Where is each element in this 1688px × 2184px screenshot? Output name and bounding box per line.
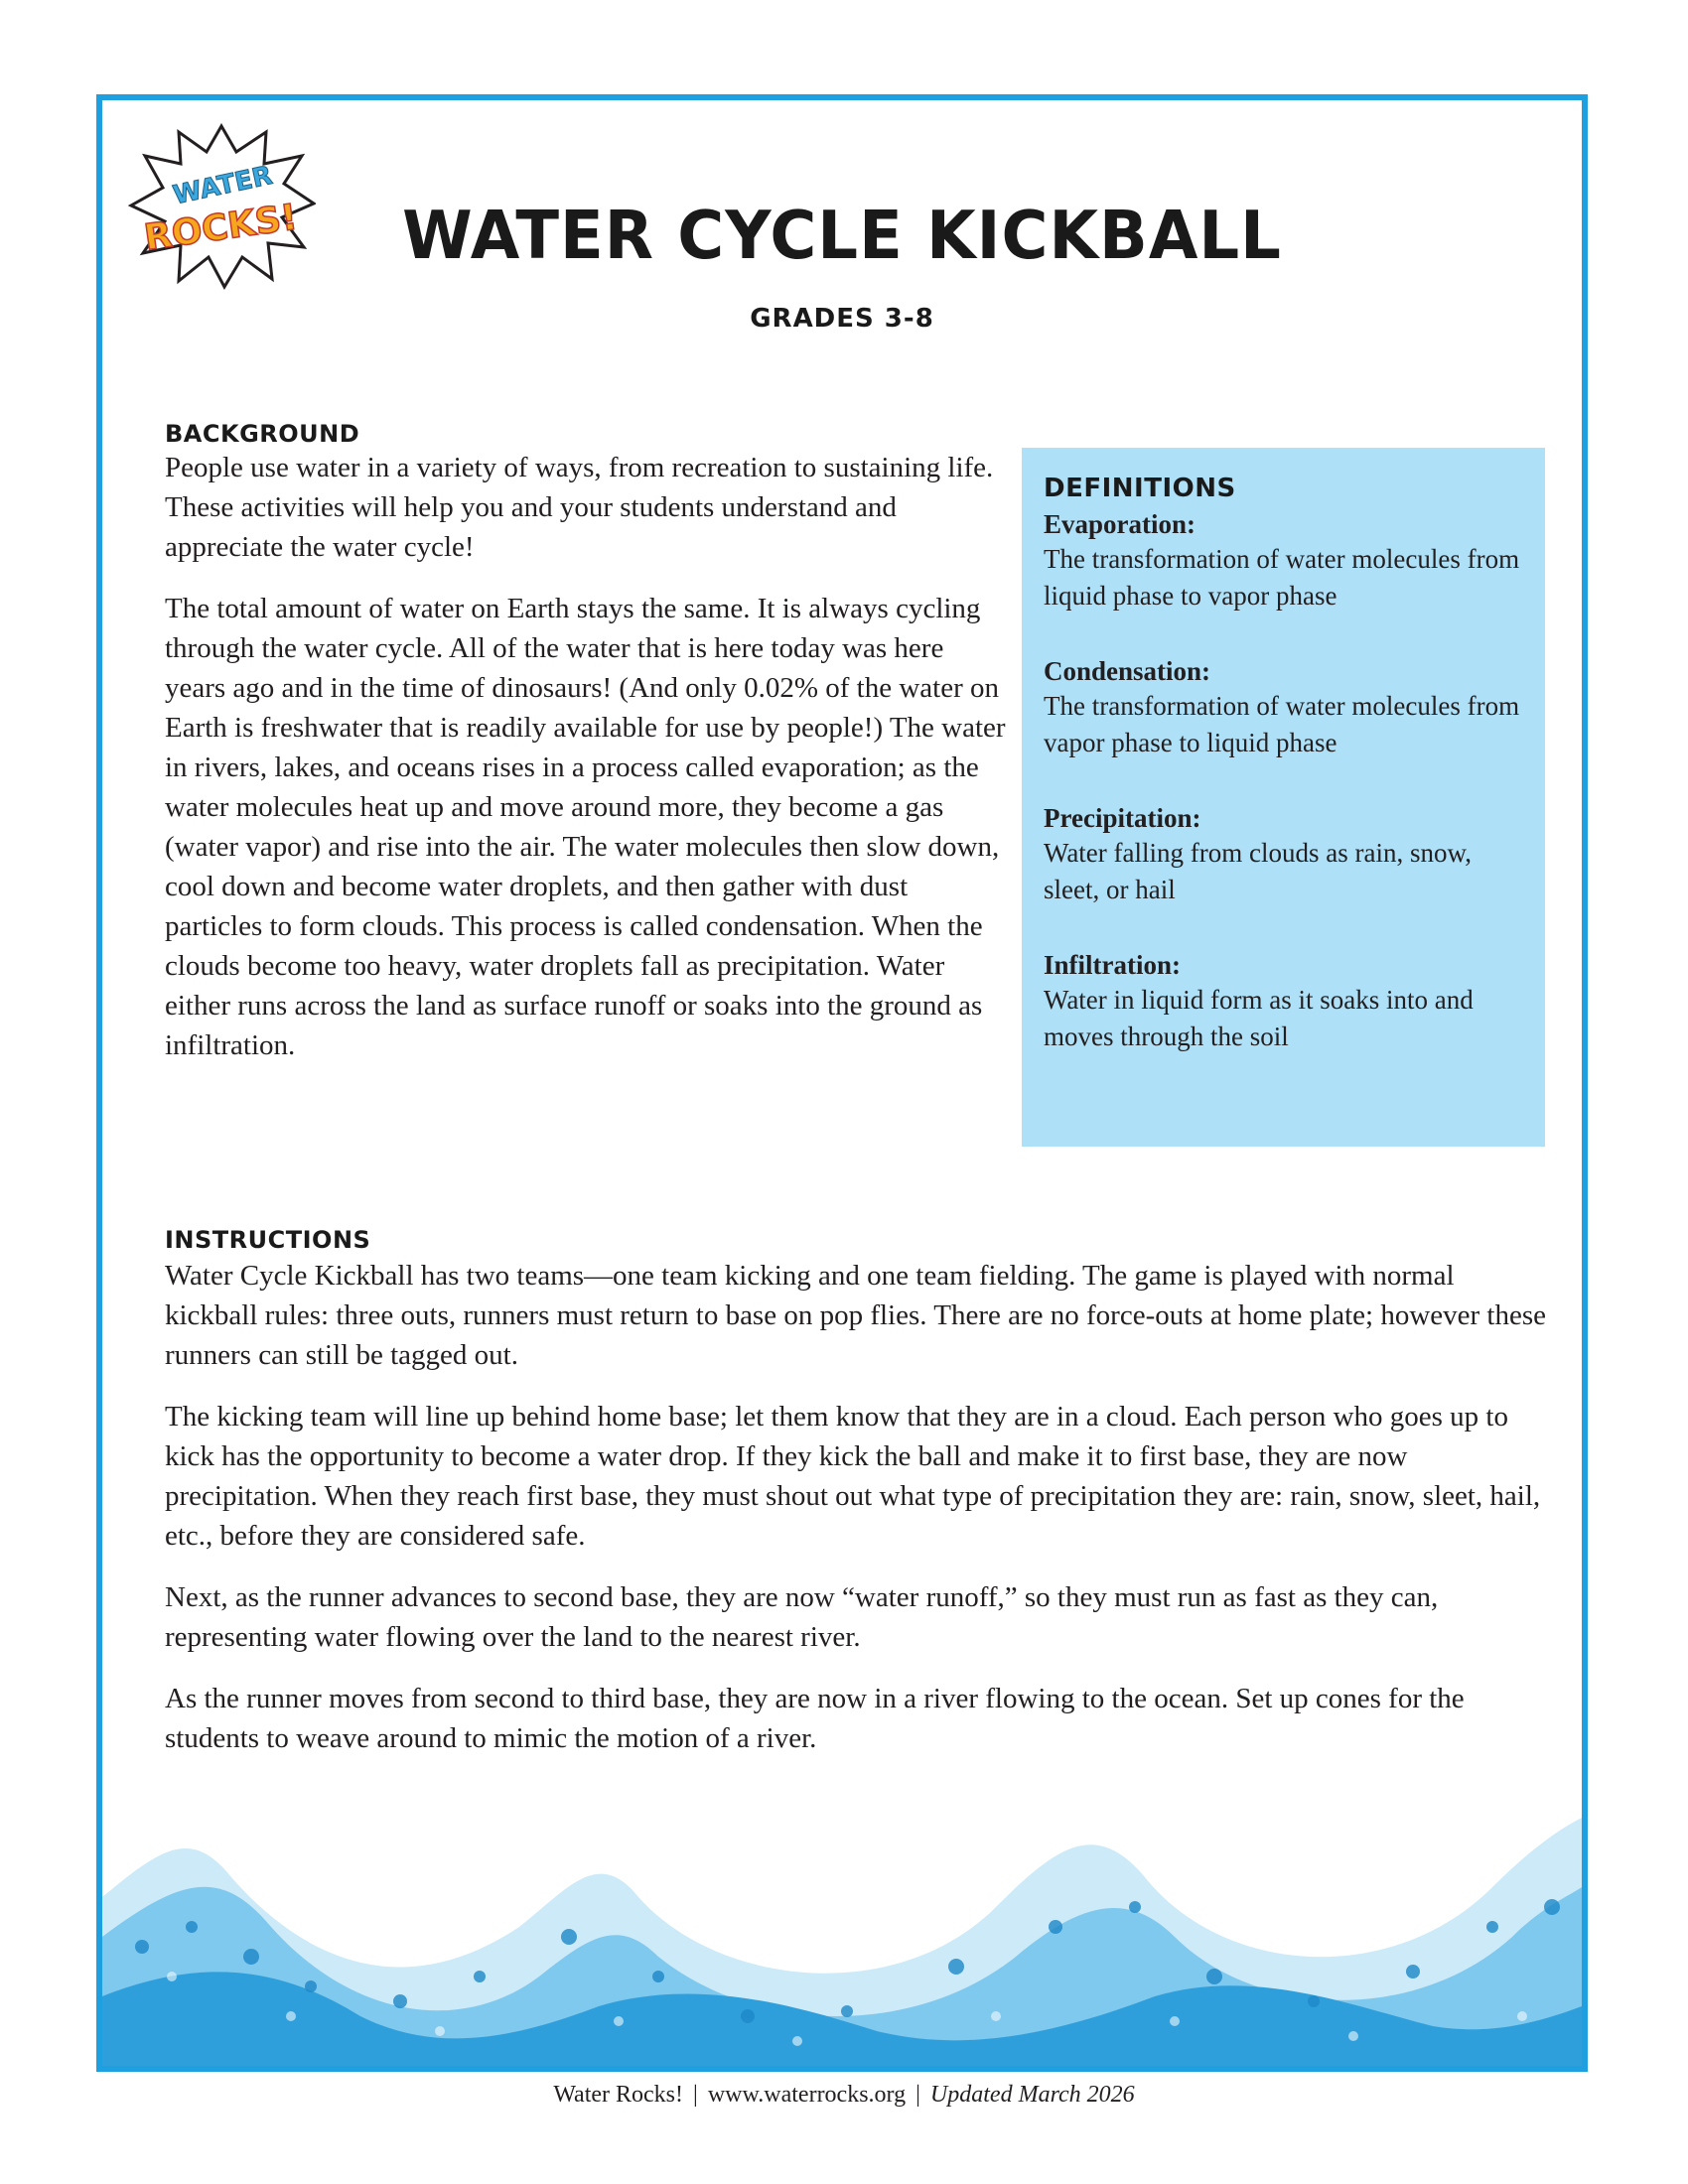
instructions-section [165,1226,1550,1780]
definition-term: Infiltration: [1044,950,1181,980]
background-heading: BACKGROUND [165,420,360,448]
logo-word-rocks: ROCKS! [141,197,300,259]
footer-separator: | [693,2082,698,2108]
footer-url[interactable]: www.waterrocks.org [707,2082,907,2108]
background-paragraph: The total amount of water on Earth stays the same. It is always cycling through the water cycle. All of the water that is here today was here years ago and in the time of dinosaurs! (And only 0.02% of the water on Earth is freshwater that is readily available for use by people!) The water in rivers, lakes, and oceans rises in a process called evaporation; as the water molecules heat up and move around more, they become a gas (water vapor) and rise into the air. The water molecules then slow down, cool down and become water droplets, and then gather with dust particles to form clouds. This process is called condensation. When the clouds become too heavy, water droplets fall as precipitation. Water either runs across the land as surface runoff or soaks into the ground as infiltration. [165,593,1006,1061]
page-footer [0,2082,1688,2109]
page-title: WATER CYCLE KICKBALL [402,198,1282,275]
definition-term: Precipitation: [1044,803,1201,833]
definitions-box [1022,448,1545,1147]
footer-separator: | [915,2082,920,2108]
definition-infiltration [1044,948,1523,1055]
definition-text: The transformation of water molecules from vapor phase to liquid phase [1044,691,1520,757]
definition-evaporation [1044,507,1523,614]
background-section [165,420,1009,1087]
definition-text: Water in liquid form as it soaks into and moves through the soil [1044,985,1474,1051]
definitions-heading: DEFINITIONS [1044,474,1236,503]
instructions-paragraph: As the runner moves from second to third base, they are now in a river flowing to the ocean. Set up cones for the students to weave around to mimic the motion of a river. [165,1683,1465,1754]
instructions-paragraph: The kicking team will line up behind home base; let them know that they are in a cloud. Each person who goes up to kick has the opportunity to become a water drop. If they kick the ball and make it to first base, they are now precipitation. When they reach first base, they must shout out what type of precipitation they are: rain, snow, sleet, hail, etc., before they are considered safe. [165,1401,1541,1552]
logo-word-water: WATER [170,160,275,211]
definition-term: Evaporation: [1044,509,1196,539]
definition-term: Condensation: [1044,656,1211,686]
background-paragraph: People use water in a variety of ways, from recreation to sustaining life. These activities will help you and your students understand and appreciate the water cycle! [165,452,994,563]
instructions-heading: INSTRUCTIONS [165,1226,371,1254]
definition-text: Water falling from clouds as rain, snow, sleet, or hail [1044,838,1472,904]
instructions-paragraph: Water Cycle Kickball has two teams—one team kicking and one team fielding. The game is played with normal kickball rules: three outs, runners must return to base on pop flies. There are no force-outs at home plate; however these runners can still be tagged out. [165,1260,1547,1371]
instructions-paragraph: Next, as the runner advances to second base, they are now “water runoff,” so they must run as fast as they can, representing water flowing over the land to the nearest river. [165,1581,1439,1653]
footer-org: Water Rocks! [553,2082,684,2108]
water-drops-wave-decoration [102,1788,1582,2066]
page-frame [96,94,1588,2072]
footer-updated: Updated March 2026 [929,2082,1135,2108]
definition-text: The transformation of water molecules from liquid phase to vapor phase [1044,544,1520,611]
grade-level: GRADES 3-8 [750,304,934,334]
definition-condensation [1044,654,1523,761]
definition-precipitation [1044,801,1523,908]
